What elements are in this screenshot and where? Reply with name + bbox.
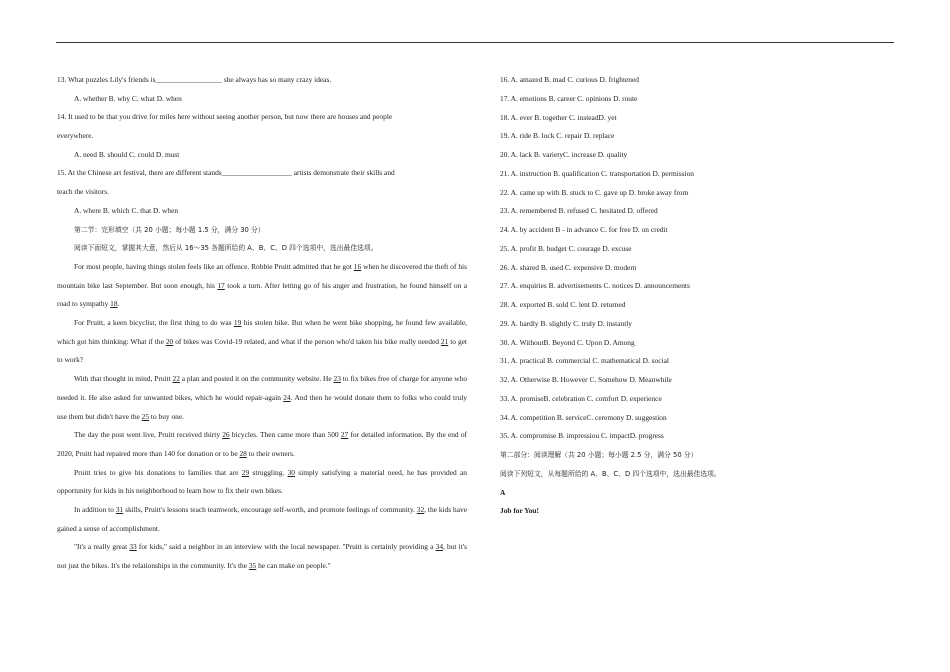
blank-23: 23 bbox=[333, 374, 341, 384]
choice-line-33: 33. A. promiseB. celebration C. comfort D. experience bbox=[500, 393, 662, 403]
reading-passage-title: Job for You! bbox=[500, 506, 540, 516]
choice-line-29: 29. A. hardly B. slightly C. truly D. instantly bbox=[500, 318, 633, 328]
choice-line-25: 25. A. profit B. budget C. courage D. excuse bbox=[500, 243, 632, 253]
choice-line-17: 17. A. emotions B. career C. opinions D. route bbox=[500, 93, 638, 103]
choice-line-31: 31. A. practical B. commercial C. mathematical D. social bbox=[500, 356, 669, 366]
passage-paragraph bbox=[57, 426, 467, 463]
blank-19: 19 bbox=[233, 317, 242, 327]
question-14-options: A. need B. should C. could D. must bbox=[74, 149, 180, 159]
passage-text: for kids," said a neighbor in an interview with the local newspaper. "Pruitt is certainly providing a bbox=[136, 542, 436, 552]
passage-text: took a turn. After letting go of his anger and frustration, he found himself on a road to sympathy bbox=[57, 280, 467, 309]
passage-text: to fix bikes free of charge for anyone who needed it. He also asked for unwanted bikes, which he would repair-again bbox=[57, 374, 468, 402]
passage-paragraph bbox=[57, 370, 467, 426]
passage-text: Pruitt tries to give his donations to families that are bbox=[74, 467, 242, 477]
blank-29: 29 bbox=[241, 467, 250, 477]
cloze-choices-list bbox=[500, 71, 820, 446]
right-column bbox=[500, 71, 820, 521]
blank-18: 18 bbox=[110, 299, 118, 309]
blank-24: 24 bbox=[283, 392, 291, 402]
section-letter: A bbox=[500, 487, 506, 497]
question-14: 14. It used to be that you drive for miles here without seeing another person, but now there are houses and people bbox=[57, 112, 393, 122]
passage-paragraph bbox=[57, 538, 467, 575]
blank-31: 31 bbox=[115, 505, 124, 515]
choice-line-30: 30. A. WithoutB. Beyond C. Upon D. Among bbox=[500, 337, 635, 347]
blank-28: 28 bbox=[239, 448, 247, 458]
passage-text: to their owners. bbox=[246, 448, 295, 458]
blank-16: 16 bbox=[353, 261, 362, 271]
blank-27: 27 bbox=[340, 430, 349, 440]
passage-paragraph bbox=[57, 464, 467, 501]
passage-text: With that thought in mind, Pruitt bbox=[74, 374, 173, 384]
passage-text: simply satisfying a material need, he has provided an opportunity for kids in his neighborhood to learn how to fix their own bikes. bbox=[57, 467, 467, 496]
cloze-passage bbox=[57, 258, 467, 576]
passage-text: of bikes was Covid-19 related, and what if the person who'd taken his bike really needed bbox=[173, 336, 441, 346]
choice-line-34: 34. A. competition B. serviceC. ceremony D. suggestion bbox=[500, 412, 667, 422]
blank-34: 34 bbox=[435, 542, 444, 552]
section-2-title: 第二节：完形填空（共 20 小题；每小题 1.5 分，满分 30 分） bbox=[74, 225, 265, 234]
passage-text: bicycles. Then came more than 500 bbox=[229, 430, 341, 440]
passage-text: For Pruitt, a keen bicyclist, the first thing to do was bbox=[74, 317, 234, 327]
passage-text: for detailed information. By the end of 2020, Pruitt had repaired more than 140 for donation or to be bbox=[57, 430, 468, 458]
passage-text: to get to work? bbox=[57, 336, 467, 365]
passage-text: struggling. bbox=[249, 467, 288, 477]
left-column bbox=[57, 71, 467, 576]
question-13-options: A. whether B. why C. what D. when bbox=[74, 93, 182, 103]
blank-33: 33 bbox=[129, 542, 137, 552]
choice-line-23: 23. A. remembered B. refused C. hesitated D. offered bbox=[500, 206, 658, 216]
blank-21: 21 bbox=[440, 336, 449, 346]
passage-text: , but it's not just the bikes. It's the relationships in the community. It's the bbox=[57, 542, 467, 571]
passage-text: , the kids have gained a sense of accomplishment. bbox=[57, 505, 468, 533]
passage-text: For most people, having things stolen feels like an offence. Robbie Pruitt admitted that he got bbox=[74, 261, 354, 271]
blank-30: 30 bbox=[287, 467, 295, 477]
choice-line-18: 18. A. ever B. together C. insteadD. yet bbox=[500, 112, 617, 122]
passage-paragraph bbox=[57, 258, 467, 314]
part-2-instructions: 阅读下列短文，从每题所给的 A、B、C、D 四个选项中，选出最佳选项。 bbox=[500, 469, 721, 478]
passage-text: he can make on people." bbox=[256, 561, 331, 571]
passage-text: to buy one. bbox=[149, 411, 184, 421]
choice-line-32: 32. A. Otherwise B. However C. Somehow D. Meanwhile bbox=[500, 375, 672, 384]
passage-paragraph bbox=[57, 501, 467, 538]
passage-text: . And then he would donate them to folks who could truly use them but didn't have the bbox=[57, 392, 467, 421]
passage-paragraph bbox=[57, 314, 467, 370]
blank-17: 17 bbox=[217, 280, 225, 290]
header-rule bbox=[56, 42, 894, 43]
choice-line-16: 16. A. amazed B. mad C. curious D. frightened bbox=[500, 75, 639, 84]
blank-20: 20 bbox=[165, 336, 174, 346]
choice-line-28: 28. A. exported B. sold C. lent D. returned bbox=[500, 300, 626, 309]
choice-line-20: 20. A. lack B. varietyC. increase D. quality bbox=[500, 150, 628, 159]
choice-line-26: 26. A. shared B. used C. expensive D. modern bbox=[500, 262, 637, 272]
question-14-continued: everywhere. bbox=[57, 131, 94, 141]
blank-26: 26 bbox=[222, 430, 230, 440]
blank-32: 32 bbox=[416, 505, 425, 515]
question-15-options: A. where B. which C. that D. when bbox=[74, 205, 179, 215]
choice-line-35: 35. A. compromise B. impressiou C. impactD. progress bbox=[500, 431, 664, 441]
question-15: 15. At the Chinese art festival, there are different stands___________________ artists demonstrate their skills and bbox=[57, 168, 395, 178]
section-2-instructions: 阅读下面短文，掌握其大意，然后从 16～35 各题所给的 A、B、C、D 四个选项中，选出最佳选项。 bbox=[74, 244, 378, 253]
blank-35: 35 bbox=[248, 561, 257, 571]
choice-line-24: 24. A. by accident B - in advance C. for free D. on credit bbox=[500, 225, 668, 234]
question-13: 13. What puzzles Lily's friends is__________________ she always has so many crazy ideas. bbox=[57, 75, 332, 84]
question-15-continued: teach the visitors. bbox=[57, 187, 109, 197]
passage-text: In addition to bbox=[74, 505, 116, 515]
passage-text: . bbox=[117, 299, 120, 309]
choice-line-27: 27. A. enquiries B. advertisements C. notices D. announcements bbox=[500, 281, 690, 291]
passage-text: The day the post went live, Pruitt received thirty bbox=[74, 430, 223, 440]
choice-line-19: 19. A. ride B. lock C. repair D. replace bbox=[500, 131, 615, 141]
choice-line-22: 22. A. came up with B. stuck to C. gave up D. broke away from bbox=[500, 187, 689, 197]
passage-text: his stolen bike. But when he went bike shopping, he found few available, which got him thinking: What if the bbox=[57, 317, 467, 346]
blank-25: 25 bbox=[141, 411, 150, 421]
passage-text: "It's a really great bbox=[74, 542, 130, 552]
passage-text: when he discovered the theft of his mountain bike last September. But soon enough, his bbox=[57, 261, 467, 290]
blank-22: 22 bbox=[172, 374, 180, 384]
passage-text: skills, Pruitt's lessons teach teamwork, encourage self-worth, and promote feelings of community. bbox=[123, 505, 417, 515]
passage-text: a plan and posted it on the community website. He bbox=[179, 374, 334, 384]
choice-line-21: 21. A. instruction B. qualification C. transportation D. permission bbox=[500, 168, 694, 178]
part-2-title: 第二部分：阅读理解（共 20 小题；每小题 2.5 分，满分 50 分） bbox=[500, 451, 698, 459]
